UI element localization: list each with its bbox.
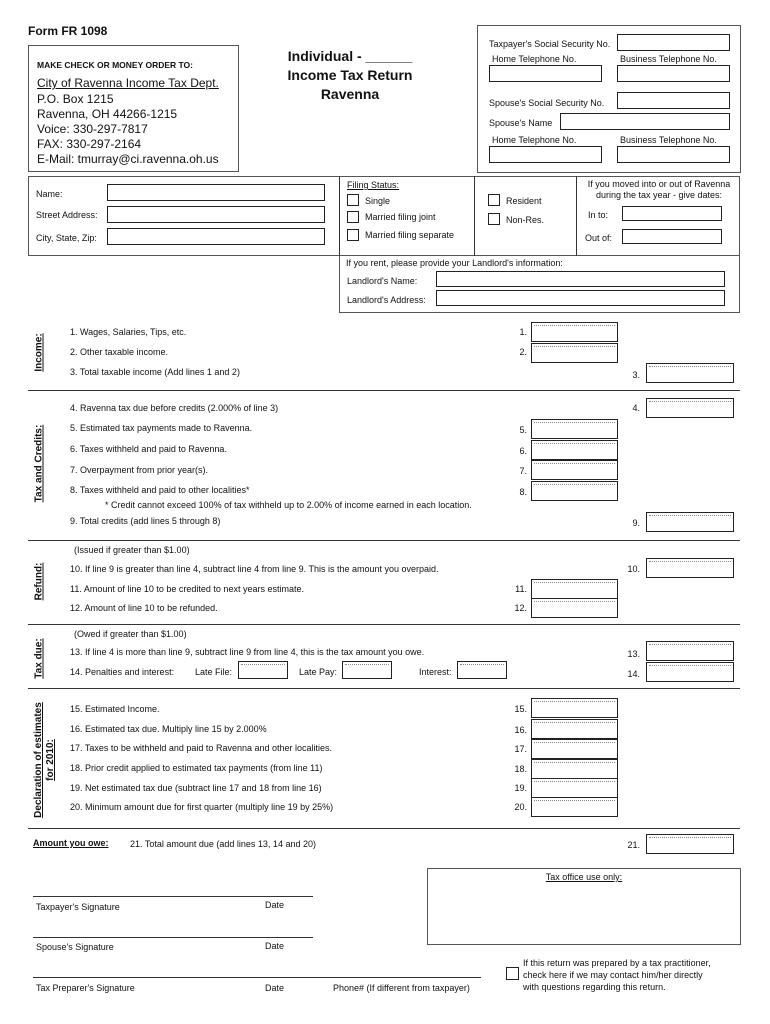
- remit-voice: Voice: 330-297-7817: [37, 122, 148, 136]
- single-checkbox[interactable]: [347, 194, 359, 206]
- title-line-3: Ravenna: [320, 86, 380, 102]
- remit-box: [28, 45, 239, 172]
- line-5-number: 5.: [519, 425, 527, 435]
- line-8-field[interactable]: [531, 481, 618, 501]
- married-separate-label: Married filing separate: [365, 230, 455, 240]
- remit-heading: MAKE CHECK OR MONEY ORDER TO:: [37, 60, 194, 70]
- line-13-label: 13. If line 4 is more than line 9, subtract line 9 from line 4, this is the tax amount you owe.: [70, 647, 425, 657]
- spouse-ssn-field[interactable]: [617, 92, 730, 109]
- line-13-field[interactable]: [646, 641, 734, 661]
- line-4-field[interactable]: [646, 398, 734, 418]
- office-use-label: Tax office use only:: [545, 872, 623, 882]
- practitioner-line-3: with questions regarding this return.: [523, 982, 666, 992]
- line-12-number: 12.: [514, 603, 527, 613]
- name-field[interactable]: [107, 184, 325, 201]
- street-field[interactable]: [107, 206, 325, 223]
- city-state-zip-label: City, State, Zip:: [36, 233, 97, 243]
- spouse-name-field[interactable]: [560, 113, 730, 130]
- remit-fax: FAX: 330-297-2164: [37, 137, 142, 151]
- line-19-number: 19.: [514, 783, 527, 793]
- moved-into-field[interactable]: [622, 206, 722, 221]
- line-4-label: 4. Ravenna tax due before credits (2.000% of line 3): [70, 403, 279, 413]
- tax-due-section-label: Tax due:: [33, 638, 45, 679]
- moved-out-field[interactable]: [622, 229, 722, 244]
- line-8-number: 8.: [519, 487, 527, 497]
- line-20-label: 20. Minimum amount due for first quarter (multiply line 19 by 25%): [70, 802, 334, 812]
- line-5-field[interactable]: [531, 419, 618, 439]
- practitioner-line-1: If this return was prepared by a tax practitioner,: [523, 958, 711, 968]
- line-16-number: 16.: [514, 725, 527, 735]
- business-phone-label: Business Telephone No.: [620, 54, 717, 64]
- taxpayer-ssn-field[interactable]: [617, 34, 730, 51]
- landlord-address-label: Landlord's Address:: [347, 295, 426, 305]
- line-10-number: 10.: [627, 564, 640, 574]
- business-phone-field[interactable]: [617, 65, 730, 82]
- line-21-label: 21. Total amount due (add lines 13, 14 and 20): [130, 839, 316, 849]
- line-8-label: 8. Taxes withheld and paid to other localities*: [70, 485, 250, 495]
- remit-dept: City of Ravenna Income Tax Dept.: [37, 76, 219, 90]
- line-3-label: 3. Total taxable income (Add lines 1 and 2): [70, 367, 240, 377]
- taxpayer-signature-label: Taxpayer's Signature: [36, 902, 120, 912]
- line-11-number: 11.: [515, 584, 527, 594]
- taxpayer-signature-line[interactable]: [33, 896, 313, 897]
- moved-out-label: Out of:: [585, 233, 613, 243]
- line-14-label: 14. Penalties and interest:: [70, 667, 175, 677]
- spouse-signature-label: Spouse's Signature: [36, 942, 114, 952]
- credit-note: * Credit cannot exceed 100% of tax withheld up to 2.00% of income earned in each location.: [105, 500, 472, 510]
- practitioner-line-2: check here if we may contact him/her directly: [523, 970, 703, 980]
- line-18-label: 18. Prior credit applied to estimated tax payments (from line 11): [70, 763, 323, 773]
- interest-field[interactable]: [457, 661, 507, 679]
- moved-line-2: during the tax year - give dates:: [595, 190, 723, 200]
- taxpayer-date-label: Date: [265, 900, 285, 910]
- line-2-number: 2.: [519, 347, 527, 357]
- line-19-label: 19. Net estimated tax due (subtract line 17 and 18 from line 16): [70, 783, 322, 793]
- remit-po-box: P.O. Box 1215: [37, 92, 114, 106]
- line-17-number: 17.: [514, 744, 527, 754]
- name-label: Name:: [36, 189, 63, 199]
- filing-status-heading: Filing Status:: [347, 180, 400, 190]
- street-label: Street Address:: [36, 210, 98, 220]
- tax-credits-section-label: Tax and Credits:: [33, 424, 45, 503]
- line-14-field[interactable]: [646, 662, 734, 682]
- preparer-signature-label: Tax Preparer's Signature: [36, 983, 135, 993]
- line-19-field[interactable]: [531, 778, 618, 798]
- line-11-label: 11. Amount of line 10 to be credited to next years estimate.: [70, 584, 304, 594]
- income-section-label: Income:: [33, 333, 45, 372]
- spouse-business-phone-label: Business Telephone No.: [620, 135, 717, 145]
- spouse-date-label: Date: [265, 941, 285, 951]
- preparer-signature-line[interactable]: [33, 977, 481, 978]
- line-21-number: 21.: [627, 840, 640, 850]
- resident-label: Resident: [506, 196, 542, 206]
- form-id: Form FR 1098: [28, 24, 108, 38]
- spouse-signature-line[interactable]: [33, 937, 313, 938]
- late-file-field[interactable]: [238, 661, 288, 679]
- line-5-label: 5. Estimated tax payments made to Ravenna.: [70, 423, 253, 433]
- title-line-2: Income Tax Return: [287, 67, 413, 83]
- spouse-ssn-label: Spouse's Social Security No.: [489, 98, 605, 108]
- line-15-label: 15. Estimated Income.: [70, 704, 160, 714]
- preparer-phone-label: Phone# (If different from taxpayer): [333, 983, 470, 993]
- line-4-number: 4.: [632, 403, 640, 413]
- home-phone-field[interactable]: [489, 65, 602, 82]
- line-12-label: 12. Amount of line 10 to be refunded.: [70, 603, 218, 613]
- line-17-field[interactable]: [531, 739, 618, 759]
- line-1-field[interactable]: [531, 322, 618, 342]
- line-9-label: 9. Total credits (add lines 5 through 8): [70, 516, 221, 526]
- line-3-field[interactable]: [646, 363, 734, 383]
- practitioner-contact-checkbox[interactable]: [506, 967, 519, 980]
- spouse-name-label: Spouse's Name: [489, 118, 553, 128]
- office-use-box: [427, 868, 741, 945]
- line-1-label: 1. Wages, Salaries, Tips, etc.: [70, 327, 187, 337]
- taxpayer-ssn-label: Taxpayer's Social Security No.: [489, 39, 611, 49]
- line-6-label: 6. Taxes withheld and paid to Ravenna.: [70, 444, 227, 454]
- line-20-number: 20.: [514, 802, 527, 812]
- moved-into-label: In to:: [588, 210, 609, 220]
- remit-city: Ravenna, OH 44266-1215: [37, 107, 178, 121]
- line-14-number: 14.: [627, 669, 640, 679]
- line-2-label: 2. Other taxable income.: [70, 347, 169, 357]
- title-line-1: Individual - ______: [287, 48, 413, 64]
- line-20-field[interactable]: [531, 797, 618, 817]
- spouse-home-phone-field[interactable]: [489, 146, 602, 163]
- line-13-number: 13.: [627, 649, 640, 659]
- declaration-label-2: for 2010:: [45, 739, 56, 781]
- city-state-zip-field[interactable]: [107, 228, 325, 245]
- line-10-label: 10. If line 9 is greater than line 4, subtract line 4 from line 9. This is the amount you overpaid.: [70, 564, 439, 574]
- line-6-field[interactable]: [531, 440, 618, 460]
- late-file-label: Late File:: [195, 667, 233, 677]
- landlord-name-label: Landlord's Name:: [347, 276, 418, 286]
- declaration-label-1: Declaration of estimates: [33, 702, 44, 818]
- line-7-label: 7. Overpayment from prior year(s).: [70, 465, 209, 475]
- moved-line-1: If you moved into or out of Ravenna: [587, 179, 731, 189]
- line-11-field[interactable]: [531, 579, 618, 599]
- due-note: (Owed if greater than $1.00): [74, 629, 187, 639]
- line-9-field[interactable]: [646, 512, 734, 532]
- line-18-number: 18.: [514, 764, 527, 774]
- amount-owe-label: Amount you owe:: [33, 838, 109, 848]
- line-1-number: 1.: [519, 327, 527, 337]
- line-21-field[interactable]: [646, 834, 734, 854]
- refund-section-label: Refund:: [33, 562, 45, 601]
- late-pay-field[interactable]: [342, 661, 392, 679]
- form-title: [255, 47, 445, 104]
- landlord-name-field[interactable]: [436, 271, 725, 287]
- line-7-field[interactable]: [531, 460, 618, 480]
- preparer-date-label: Date: [265, 983, 285, 993]
- spouse-home-phone-label: Home Telephone No.: [492, 135, 577, 145]
- married-separate-checkbox[interactable]: [347, 229, 359, 241]
- late-pay-label: Late Pay:: [299, 667, 338, 677]
- spouse-business-phone-field[interactable]: [617, 146, 730, 163]
- line-15-field[interactable]: [531, 698, 618, 718]
- line-3-number: 3.: [632, 370, 640, 380]
- line-16-field[interactable]: [531, 719, 618, 739]
- line-7-number: 7.: [519, 466, 527, 476]
- line-17-label: 17. Taxes to be withheld and paid to Ravenna and other localities.: [70, 743, 333, 753]
- home-phone-label: Home Telephone No.: [492, 54, 577, 64]
- line-9-number: 9.: [632, 518, 640, 528]
- remit-email: E-Mail: tmurray@ci.ravenna.oh.us: [37, 152, 219, 166]
- non-resident-checkbox[interactable]: [488, 213, 500, 225]
- refund-note: (Issued if greater than $1.00): [74, 545, 190, 555]
- line-2-field[interactable]: [531, 343, 618, 363]
- line-10-field[interactable]: [646, 558, 734, 578]
- non-resident-label: Non-Res.: [506, 215, 545, 225]
- single-label: Single: [365, 196, 391, 206]
- line-12-field[interactable]: [531, 598, 618, 618]
- married-joint-checkbox[interactable]: [347, 211, 359, 223]
- line-15-number: 15.: [514, 704, 527, 714]
- resident-checkbox[interactable]: [488, 194, 500, 206]
- landlord-prompt: If you rent, please provide your Landlord's information:: [346, 258, 563, 268]
- landlord-address-field[interactable]: [436, 290, 725, 306]
- interest-label: Interest:: [419, 667, 452, 677]
- line-18-field[interactable]: [531, 759, 618, 779]
- line-16-label: 16. Estimated tax due. Multiply line 15 by 2.000%: [70, 724, 267, 734]
- declaration-section-label: [33, 690, 57, 830]
- married-joint-label: Married filing joint: [365, 212, 436, 222]
- line-6-number: 6.: [519, 446, 527, 456]
